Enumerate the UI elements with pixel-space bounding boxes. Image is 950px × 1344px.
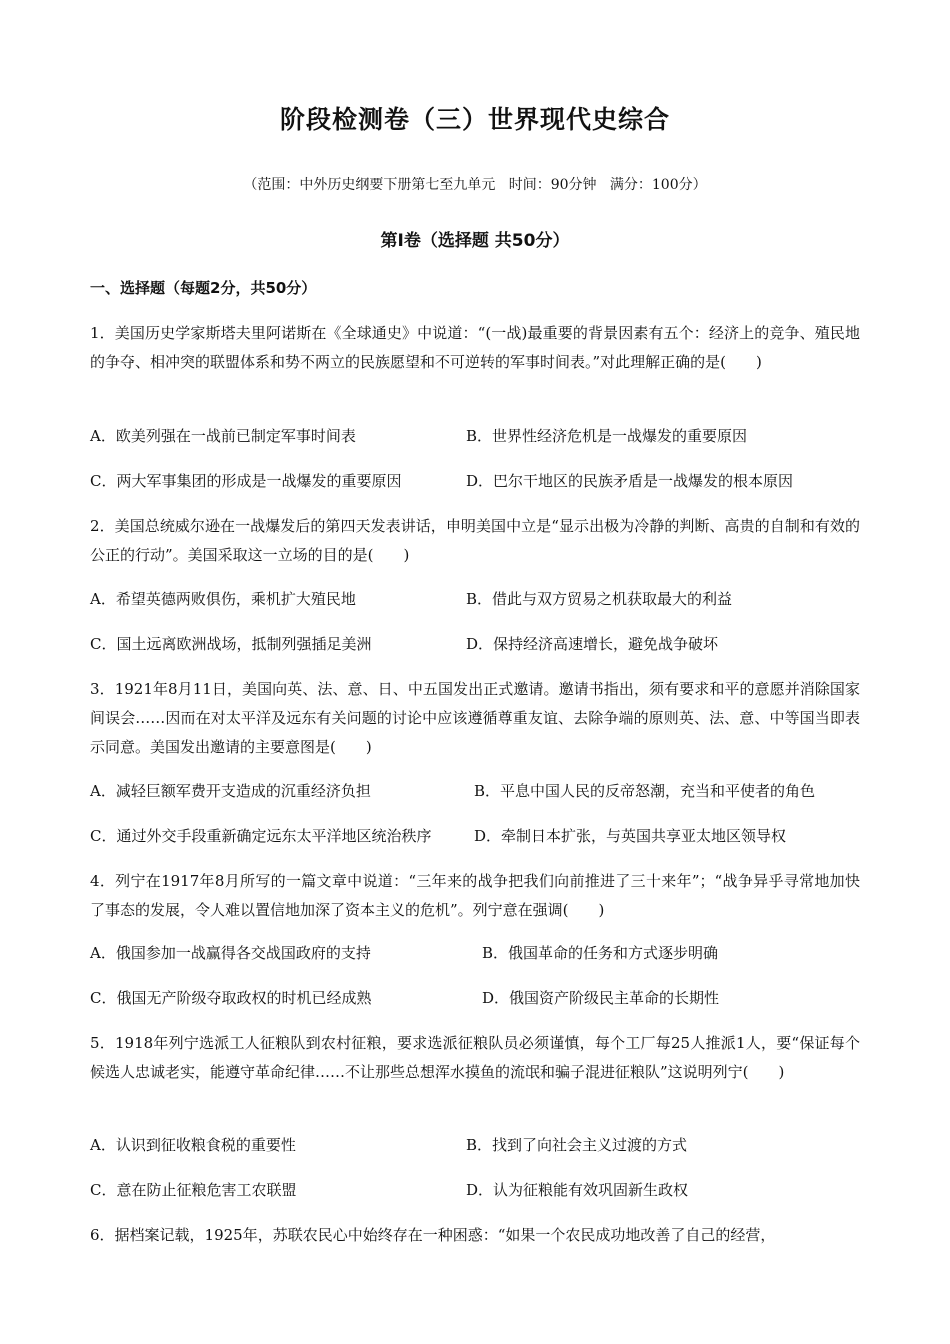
question-4-option-c[interactable]: C．俄国无产阶级夺取政权的时机已经成熟 xyxy=(90,989,372,1007)
question-6-stem: 6．据档案记载，1925年，苏联农民心中始终存在一种困惑：“如果一个农民成功地改善了自己的经营， xyxy=(90,1226,776,1244)
exam-scope-subtitle: （范围：中外历史纲要下册第七至九单元 时间：90分钟 满分：100分） xyxy=(243,177,707,193)
question-3-option-a[interactable]: A．减轻巨额军费开支造成的沉重经济负担 xyxy=(90,782,371,800)
question-4-option-b[interactable]: B．俄国革命的任务和方式逐步明确 xyxy=(482,944,719,962)
question-2-option-d[interactable]: D．保持经济高速增长，避免战争破坏 xyxy=(466,635,719,653)
question-1-option-b[interactable]: B．世界性经济危机是一战爆发的重要原因 xyxy=(466,427,748,445)
question-2-option-a[interactable]: A．希望英德两败俱伤，乘机扩大殖民地 xyxy=(90,590,356,608)
question-3-stem: 3．1921年8月11日，美国向英、法、意、日、中五国发出正式邀请。邀请书指出，须有要求和平的意愿并消除国家间误会……因而在对太平洋及远东有关问题的讨论中应该遵循尊重友谊、去除争端的原则英、法、意、中等国当即表示同意。美国发出邀请的主要意图是( ) xyxy=(90,680,860,756)
question-4-stem: 4．列宁在1917年8月所写的一篇文章中说道：“三年来的战争把我们向前推进了三十来年”；“战争异乎寻常地加快了事态的发展，令人难以置信地加深了资本主义的危机”。列宁意在强调( ) xyxy=(90,872,860,919)
question-1-stem: 1．美国历史学家斯塔夫里阿诺斯在《全球通史》中说道：“(一战)最重要的背景因素有五个：经济上的竞争、殖民地的争夺、相冲突的联盟体系和势不两立的民族愿望和不可逆转的军事时间表。”对此理解正确的是( ) xyxy=(90,324,860,371)
question-2-option-c[interactable]: C．国土远离欧洲战场，抵制列强插足美洲 xyxy=(90,635,372,653)
question-3-option-c[interactable]: C．通过外交手段重新确定远东太平洋地区统治秩序 xyxy=(90,827,432,845)
question-5-stem: 5．1918年列宁选派工人征粮队到农村征粮，要求选派征粮队员必须谨慎，每个工厂每25人推派1人，要“保证每个候选人忠诚老实，能遵守革命纪律……不让那些总想浑水摸鱼的流氓和骗子混进征粮队”这说明列宁( ) xyxy=(90,1034,860,1081)
question-1-option-c[interactable]: C．两大军事集团的形成是一战爆发的重要原因 xyxy=(90,472,402,490)
question-5-option-d[interactable]: D．认为征粮能有效巩固新生政权 xyxy=(466,1181,689,1199)
question-1-option-d[interactable]: D．巴尔干地区的民族矛盾是一战爆发的根本原因 xyxy=(466,472,794,490)
part-heading: 第Ⅰ卷（选择题 共50分） xyxy=(380,231,570,251)
question-2-stem: 2．美国总统威尔逊在一战爆发后的第四天发表讲话，申明美国中立是“显示出极为冷静的判断、高贵的自制和有效的公正的行动”。美国采取这一立场的目的是( ) xyxy=(90,517,860,564)
question-3-option-b[interactable]: B．平息中国人民的反帝怒潮，充当和平使者的角色 xyxy=(474,782,816,800)
question-5-option-b[interactable]: B．找到了向社会主义过渡的方式 xyxy=(466,1136,688,1154)
question-3-option-d[interactable]: D．牵制日本扩张，与英国共享亚太地区领导权 xyxy=(474,827,787,845)
question-4-option-a[interactable]: A．俄国参加一战赢得各交战国政府的支持 xyxy=(90,944,371,962)
page-title: 阶段检测卷（三）世界现代史综合 xyxy=(279,105,670,134)
question-1-option-a[interactable]: A．欧美列强在一战前已制定军事时间表 xyxy=(90,427,356,445)
section-heading: 一、选择题（每题2分，共50分） xyxy=(90,279,317,297)
question-2-option-b[interactable]: B．借此与双方贸易之机获取最大的利益 xyxy=(466,590,733,608)
question-4-option-d[interactable]: D．俄国资产阶级民主革命的长期性 xyxy=(482,989,720,1007)
question-5-option-a[interactable]: A．认识到征收粮食税的重要性 xyxy=(90,1136,296,1154)
question-5-option-c[interactable]: C．意在防止征粮危害工农联盟 xyxy=(90,1181,297,1199)
